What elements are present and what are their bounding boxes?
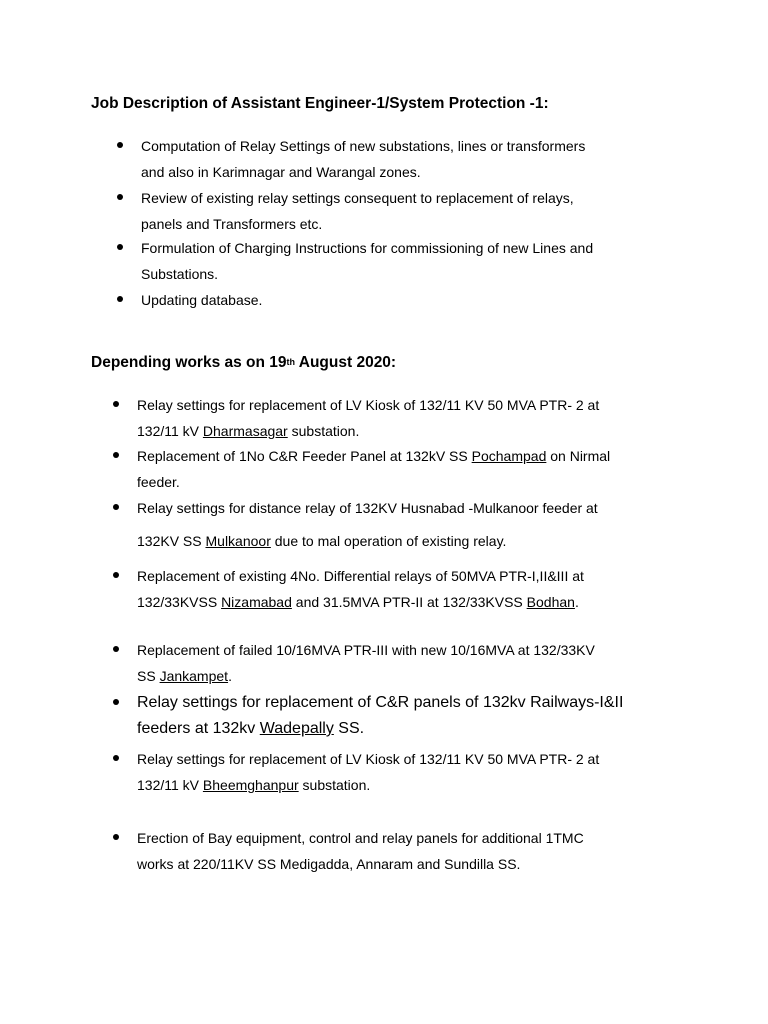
list-item	[137, 392, 599, 444]
item-text: and also in Karimnagar and Warangal zones.	[141, 164, 421, 180]
bullet-icon	[113, 646, 119, 652]
item-text: Review of existing relay settings consequent to replacement of relays,	[141, 190, 574, 206]
item-text	[137, 663, 595, 689]
item-text: Replacement of existing 4No. Differential relays of 50MVA PTR-I,II&III at	[137, 568, 584, 584]
text-span: 132/11 kV	[137, 423, 203, 439]
bullet-icon	[117, 142, 123, 148]
bullet-icon	[113, 755, 119, 761]
item-text	[137, 716, 623, 742]
item-text: Computation of Relay Settings of new substations, lines or transformers	[141, 138, 586, 154]
pending-works-heading	[91, 354, 396, 372]
place-name: Bodhan	[526, 594, 575, 610]
text-span: Replacement of 1No C&R Feeder Panel at 132kV SS	[137, 448, 472, 464]
list-item	[137, 746, 599, 798]
text-span: 132/11 kV	[137, 777, 203, 793]
text-span: substation.	[287, 423, 360, 439]
text-span: due to mal operation of existing relay.	[270, 533, 507, 549]
bullet-icon	[117, 194, 123, 200]
place-name: Wadepally	[259, 720, 334, 737]
item-text: Formulation of Charging Instructions for commissioning of new Lines and	[141, 240, 594, 256]
item-text: panels and Transformers etc.	[141, 216, 323, 232]
place-name: Dharmasagar	[202, 423, 288, 439]
bullet-icon	[117, 244, 123, 250]
item-text: feeder.	[137, 474, 180, 490]
place-name: Pochampad	[471, 448, 547, 464]
item-text: Relay settings for distance relay of 132KV Husnabad -Mulkanoor feeder at	[137, 500, 598, 516]
item-text: Relay settings for replacement of C&R panels of 132kv Railways-I&II	[137, 694, 624, 711]
list-item	[141, 235, 593, 287]
bullet-icon	[113, 834, 119, 840]
list-item	[137, 495, 598, 554]
item-text	[137, 528, 598, 554]
bullet-icon	[113, 452, 119, 458]
place-name: Bheemghanpur	[202, 777, 299, 793]
list-item	[137, 637, 595, 689]
bullet-icon	[117, 296, 123, 302]
list-item	[137, 443, 610, 495]
text-span: on Nirmal	[546, 448, 611, 464]
text-span: 132KV SS	[137, 533, 206, 549]
list-item	[141, 287, 262, 313]
bullet-icon	[113, 572, 119, 578]
list-item	[137, 825, 584, 877]
item-text	[137, 589, 584, 615]
text-span: .	[228, 668, 232, 684]
text-span: feeders at 132kv	[137, 720, 260, 737]
bullet-icon	[113, 699, 119, 705]
place-name: Nizamabad	[221, 594, 292, 610]
bullet-icon	[113, 401, 119, 407]
list-item	[141, 133, 585, 185]
text-span: .	[574, 594, 579, 610]
text-span: SS	[137, 668, 160, 684]
list-item	[141, 185, 574, 237]
item-text: Relay settings for replacement of LV Kiosk of 132/11 KV 50 MVA PTR- 2 at	[137, 397, 600, 413]
list-item	[137, 563, 584, 615]
job-description-heading: Job Description of Assistant Engineer-1/System Protection -1:	[91, 95, 549, 112]
item-text: Updating database.	[141, 292, 263, 308]
text-span: 132/33KVSS	[137, 594, 222, 610]
text-span: substation.	[298, 777, 371, 793]
item-text: works at 220/11KV SS Medigadda, Annaram and Sundilla SS.	[137, 856, 521, 872]
item-text: Relay settings for replacement of LV Kiosk of 132/11 KV 50 MVA PTR- 2 at	[137, 751, 600, 767]
place-name: Jankampet	[159, 668, 229, 684]
heading-superscript: th	[286, 357, 296, 367]
item-text: Replacement of failed 10/16MVA PTR-III with new 10/16MVA at 132/33KV	[137, 642, 595, 658]
item-text	[137, 772, 599, 798]
item-text	[137, 418, 599, 444]
bullet-icon	[113, 504, 119, 510]
heading-text: Depending works as on 19	[91, 354, 287, 371]
text-span: and 31.5MVA PTR-II at 132/33KVSS	[291, 594, 527, 610]
place-name: Mulkanoor	[205, 533, 271, 549]
heading-text: August 2020:	[295, 354, 397, 371]
item-text: Erection of Bay equipment, control and relay panels for additional 1TMC	[137, 830, 584, 846]
text-span: SS.	[333, 720, 365, 737]
list-item	[137, 690, 623, 742]
item-text	[137, 443, 610, 469]
item-text: Substations.	[141, 266, 219, 282]
